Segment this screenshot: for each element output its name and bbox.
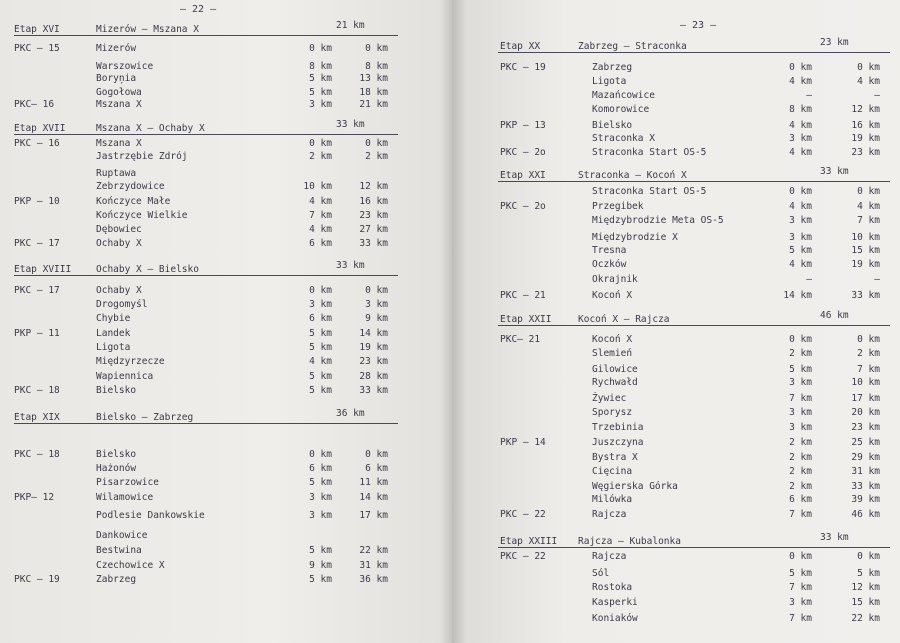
checkpoint-code: PKC – 21 <box>500 290 546 301</box>
stage-rule <box>498 547 890 548</box>
cumulative-distance: 2 km <box>365 151 388 162</box>
page-number: – 23 – <box>680 20 717 31</box>
checkpoint-code: PKC – 22 <box>500 551 546 562</box>
place-name: Rychwałd <box>592 377 638 388</box>
place-name: Ligota <box>592 76 627 87</box>
segment-distance: 4 km <box>309 196 332 207</box>
stage-label: Etap XXI <box>500 170 546 181</box>
segment-distance: 2 km <box>309 151 332 162</box>
checkpoint-code: PKP – 10 <box>14 196 60 207</box>
cumulative-distance: – <box>874 274 880 285</box>
place-name: Kasperki <box>592 597 638 608</box>
cumulative-distance: 19 km <box>359 342 388 353</box>
cumulative-distance: 3 km <box>365 299 388 310</box>
segment-distance: 4 km <box>789 147 812 158</box>
segment-distance: 5 km <box>309 73 332 84</box>
cumulative-distance: 10 km <box>851 232 880 243</box>
segment-distance: 7 km <box>789 509 812 520</box>
cumulative-distance: 13 km <box>359 73 388 84</box>
segment-distance: 8 km <box>789 104 812 115</box>
place-name: Międzyrzecze <box>96 356 165 367</box>
stage-label: Etap XVI <box>14 24 60 35</box>
stage-length: 33 km <box>336 260 365 271</box>
segment-distance: 2 km <box>789 452 812 463</box>
cumulative-distance: 17 km <box>851 393 880 404</box>
place-name: Kończyce Wielkie <box>96 210 188 221</box>
place-name: Żywiec <box>592 393 627 404</box>
cumulative-distance: 0 km <box>857 62 880 73</box>
stage-label: Etap XIX <box>14 412 60 423</box>
segment-distance: 3 km <box>789 422 812 433</box>
checkpoint-code: PKC – 2o <box>500 201 546 212</box>
segment-distance: 0 km <box>309 43 332 54</box>
segment-distance: 3 km <box>789 377 812 388</box>
stage-label: Etap XXII <box>500 314 552 325</box>
segment-distance: 5 km <box>309 328 332 339</box>
segment-distance: 5 km <box>309 574 332 585</box>
cumulative-distance: 33 km <box>851 481 880 492</box>
segment-distance: 5 km <box>309 342 332 353</box>
stage-length: 46 km <box>820 310 849 321</box>
cumulative-distance: 31 km <box>851 466 880 477</box>
cumulative-distance: 0 km <box>365 43 388 54</box>
stage-label: Etap XXIII <box>500 536 558 547</box>
place-name: Bestwina <box>96 545 142 556</box>
segment-distance: 3 km <box>789 232 812 243</box>
cumulative-distance: 12 km <box>851 582 880 593</box>
cumulative-distance: 4 km <box>857 76 880 87</box>
stage-rule <box>498 325 890 326</box>
segment-distance: 3 km <box>309 510 332 521</box>
cumulative-distance: 29 km <box>851 452 880 463</box>
place-name: Ochaby X <box>96 238 142 249</box>
place-name: Gogołowa <box>96 87 142 98</box>
place-name: Boryņia <box>96 73 137 84</box>
segment-distance: 3 km <box>789 597 812 608</box>
stage-length: 23 km <box>820 37 849 48</box>
place-name: Mszana X <box>96 99 142 110</box>
place-name: Wilamowice <box>96 492 154 503</box>
segment-distance: 4 km <box>789 201 812 212</box>
stage-route: Bielsko – Zabrzeg <box>96 412 194 423</box>
stage-rule <box>14 275 398 276</box>
cumulative-distance: 0 km <box>365 285 388 296</box>
cumulative-distance: 6 km <box>365 463 388 474</box>
place-name: Juszczyna <box>592 437 644 448</box>
segment-distance: 5 km <box>789 568 812 579</box>
segment-distance: 3 km <box>789 215 812 226</box>
place-name: Bielsko <box>96 385 137 396</box>
place-name: Dankowice <box>96 530 148 541</box>
cumulative-distance: 23 km <box>851 147 880 158</box>
segment-distance: 5 km <box>309 385 332 396</box>
segment-distance: 0 km <box>309 449 332 460</box>
stage-route: Rajcza – Kubalonka <box>578 536 681 547</box>
checkpoint-code: PKC – 17 <box>14 285 60 296</box>
cumulative-distance: 15 km <box>851 245 880 256</box>
place-name: Straconka Start OS-5 <box>592 147 707 158</box>
segment-distance: – <box>806 90 812 101</box>
place-name: Rajcza <box>592 509 627 520</box>
stage-rule <box>498 181 890 182</box>
place-name: Bystra X <box>592 452 638 463</box>
cumulative-distance: 19 km <box>851 133 880 144</box>
place-name: Kocoń X <box>592 334 633 345</box>
cumulative-distance: 7 km <box>857 215 880 226</box>
place-name: Chybie <box>96 313 131 324</box>
right-page <box>452 0 900 643</box>
place-name: Hażonów <box>96 463 137 474</box>
stage-rule <box>498 52 890 53</box>
checkpoint-code: PKC– 16 <box>14 99 55 110</box>
cumulative-distance: 16 km <box>359 196 388 207</box>
stage-rule <box>14 423 398 424</box>
segment-distance: 10 km <box>303 181 332 192</box>
cumulative-distance: 0 km <box>857 551 880 562</box>
checkpoint-code: PKC – 19 <box>14 574 60 585</box>
cumulative-distance: 14 km <box>359 492 388 503</box>
stage-rule <box>14 134 398 135</box>
place-name: Zebrzydowice <box>96 181 165 192</box>
checkpoint-code: PKC – 18 <box>14 385 60 396</box>
place-name: Warszowice <box>96 61 154 72</box>
place-name: Gilowice <box>592 364 638 375</box>
segment-distance: 5 km <box>789 364 812 375</box>
segment-distance: 5 km <box>309 371 332 382</box>
place-name: Slemień <box>592 348 633 359</box>
segment-distance: 5 km <box>309 477 332 488</box>
segment-distance: 6 km <box>789 494 812 505</box>
place-name: Rajcza <box>592 551 627 562</box>
place-name: Mizerów <box>96 43 137 54</box>
place-name: Ligota <box>96 342 131 353</box>
checkpoint-code: PKC – 18 <box>14 449 60 460</box>
stage-length: 36 km <box>336 408 365 419</box>
place-name: Jastrzębie Zdrój <box>96 151 188 162</box>
segment-distance: 7 km <box>789 613 812 624</box>
checkpoint-code: PKP – 13 <box>500 120 546 131</box>
stage-route: Straconka – Kocoń X <box>578 170 687 181</box>
stage-route: Ochaby X – Bielsko <box>96 264 199 275</box>
cumulative-distance: 46 km <box>851 509 880 520</box>
cumulative-distance: 8 km <box>365 61 388 72</box>
place-name: Międzybrodzie Meta OS-5 <box>592 215 724 226</box>
cumulative-distance: 22 km <box>359 545 388 556</box>
place-name: Zabrzeg <box>96 574 137 585</box>
stage-length: 21 km <box>336 20 365 31</box>
cumulative-distance: 33 km <box>851 290 880 301</box>
cumulative-distance: 18 km <box>359 87 388 98</box>
cumulative-distance: 17 km <box>359 510 388 521</box>
segment-distance: 3 km <box>789 133 812 144</box>
place-name: Straconka Start OS-5 <box>592 186 707 197</box>
stage-label: Etap XVIII <box>14 264 72 275</box>
segment-distance: 2 km <box>789 348 812 359</box>
place-name: Komorowice <box>592 104 650 115</box>
segment-distance: 0 km <box>309 285 332 296</box>
cumulative-distance: 22 km <box>851 613 880 624</box>
cumulative-distance: 12 km <box>359 181 388 192</box>
checkpoint-code: PKC – 2o <box>500 147 546 158</box>
place-name: Pisarzowice <box>96 477 159 488</box>
place-name: Ochaby X <box>96 285 142 296</box>
place-name: Wapiennica <box>96 371 154 382</box>
place-name: Mazańcowice <box>592 90 655 101</box>
segment-distance: – <box>806 274 812 285</box>
stage-route: Kocoń X – Rajcza <box>578 314 670 325</box>
stage-label: Etap XVII <box>14 123 66 134</box>
place-name: Ruptawa <box>96 168 137 179</box>
place-name: Kończyce Małe <box>96 196 171 207</box>
place-name: Międzybrodzie X <box>592 232 678 243</box>
stage-rule <box>14 35 398 36</box>
cumulative-distance: 23 km <box>359 210 388 221</box>
cumulative-distance: 28 km <box>359 371 388 382</box>
checkpoint-code: PKC – 22 <box>500 509 546 520</box>
segment-distance: 0 km <box>789 334 812 345</box>
cumulative-distance: 20 km <box>851 407 880 418</box>
cumulative-distance: 31 km <box>359 560 388 571</box>
place-name: Milówka <box>592 494 633 505</box>
checkpoint-code: PKP – 11 <box>14 328 60 339</box>
place-name: Mszana X <box>96 138 142 149</box>
segment-distance: 9 km <box>309 560 332 571</box>
segment-distance: 0 km <box>789 186 812 197</box>
cumulative-distance: 33 km <box>359 238 388 249</box>
stage-length: 33 km <box>336 119 365 130</box>
segment-distance: 3 km <box>309 492 332 503</box>
place-name: Trzebinia <box>592 422 644 433</box>
place-name: Sporysz <box>592 407 633 418</box>
cumulative-distance: 10 km <box>851 377 880 388</box>
place-name: Zabrzeg <box>592 62 633 73</box>
checkpoint-code: PKC– 21 <box>500 334 541 345</box>
segment-distance: 5 km <box>309 87 332 98</box>
stage-length: 33 km <box>820 532 849 543</box>
segment-distance: 4 km <box>789 76 812 87</box>
place-name: Straconka X <box>592 133 655 144</box>
cumulative-distance: 12 km <box>851 104 880 115</box>
cumulative-distance: 23 km <box>359 356 388 367</box>
stage-length: 33 km <box>820 166 849 177</box>
checkpoint-code: PKC – 19 <box>500 62 546 73</box>
place-name: Drogomyśl <box>96 299 148 310</box>
cumulative-distance: 21 km <box>359 99 388 110</box>
checkpoint-code: PKP – 14 <box>500 437 546 448</box>
cumulative-distance: 0 km <box>365 449 388 460</box>
cumulative-distance: 19 km <box>851 259 880 270</box>
cumulative-distance: 4 km <box>857 201 880 212</box>
segment-distance: 4 km <box>309 224 332 235</box>
cumulative-distance: 33 km <box>359 385 388 396</box>
segment-distance: 8 km <box>309 61 332 72</box>
cumulative-distance: 9 km <box>365 313 388 324</box>
place-name: Koniaków <box>592 613 638 624</box>
segment-distance: 7 km <box>309 210 332 221</box>
cumulative-distance: 16 km <box>851 120 880 131</box>
stage-route: Mizerów – Mszana X <box>96 24 199 35</box>
place-name: Kocoń X <box>592 290 633 301</box>
segment-distance: 4 km <box>789 259 812 270</box>
checkpoint-code: PKC – 15 <box>14 43 60 54</box>
place-name: Dębowiec <box>96 224 142 235</box>
cumulative-distance: 15 km <box>851 597 880 608</box>
stage-route: Zabrzeg – Straconka <box>578 41 687 52</box>
checkpoint-code: PKC – 16 <box>14 138 60 149</box>
place-name: Sól <box>592 568 610 579</box>
segment-distance: 4 km <box>309 356 332 367</box>
place-name: Czechowice X <box>96 560 165 571</box>
stage-route: Mszana X – Ochaby X <box>96 123 205 134</box>
place-name: Bielsko <box>592 120 633 131</box>
stage-label: Etap XX <box>500 41 541 52</box>
segment-distance: 6 km <box>309 313 332 324</box>
checkpoint-code: PKC – 17 <box>14 238 60 249</box>
segment-distance: 2 km <box>789 437 812 448</box>
place-name: Landek <box>96 328 131 339</box>
segment-distance: 6 km <box>309 238 332 249</box>
segment-distance: 5 km <box>309 545 332 556</box>
place-name: Okrajnik <box>592 274 638 285</box>
segment-distance: 0 km <box>789 551 812 562</box>
cumulative-distance: 25 km <box>851 437 880 448</box>
place-name: Cięcina <box>592 466 633 477</box>
place-name: Oczków <box>592 259 627 270</box>
cumulative-distance: 11 km <box>359 477 388 488</box>
segment-distance: 2 km <box>789 481 812 492</box>
cumulative-distance: 39 km <box>851 494 880 505</box>
cumulative-distance: 7 km <box>857 364 880 375</box>
cumulative-distance: 0 km <box>365 138 388 149</box>
cumulative-distance: 2 km <box>857 348 880 359</box>
place-name: Tresna <box>592 245 627 256</box>
cumulative-distance: 27 km <box>359 224 388 235</box>
cumulative-distance: – <box>874 90 880 101</box>
cumulative-distance: 0 km <box>857 186 880 197</box>
segment-distance: 3 km <box>309 99 332 110</box>
cumulative-distance: 5 km <box>857 568 880 579</box>
cumulative-distance: 36 km <box>359 574 388 585</box>
segment-distance: 4 km <box>789 120 812 131</box>
segment-distance: 0 km <box>789 62 812 73</box>
segment-distance: 3 km <box>309 299 332 310</box>
cumulative-distance: 0 km <box>857 334 880 345</box>
segment-distance: 6 km <box>309 463 332 474</box>
segment-distance: 7 km <box>789 582 812 593</box>
segment-distance: 14 km <box>783 290 812 301</box>
place-name: Rostoka <box>592 582 633 593</box>
cumulative-distance: 23 km <box>851 422 880 433</box>
segment-distance: 0 km <box>309 138 332 149</box>
cumulative-distance: 14 km <box>359 328 388 339</box>
segment-distance: 3 km <box>789 407 812 418</box>
place-name: Podlesie Dankowskie <box>96 510 205 521</box>
place-name: Przegibek <box>592 201 644 212</box>
place-name: Węgierska Górka <box>592 481 678 492</box>
segment-distance: 2 km <box>789 466 812 477</box>
page-number: – 22 – <box>180 4 217 15</box>
segment-distance: 7 km <box>789 393 812 404</box>
segment-distance: 5 km <box>789 245 812 256</box>
checkpoint-code: PKP– 12 <box>14 492 55 503</box>
place-name: Bielsko <box>96 449 137 460</box>
